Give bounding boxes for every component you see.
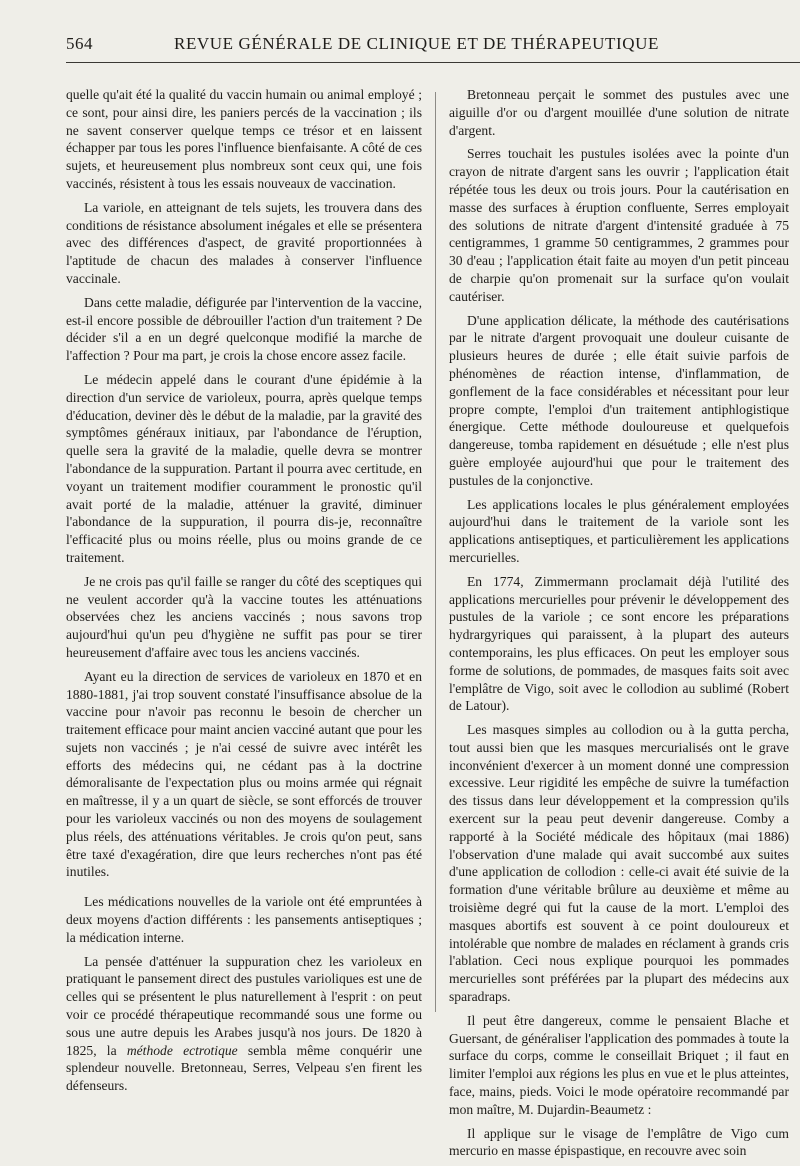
paragraph: En 1774, Zimmermann proclamait déjà l'utilité des applications mercurielles pour prévenir le développement des pustules de la variole ; ce sont encore les préparations hydrargyriques qui paraissent, à la plupart des auteurs contemporains, les plus efficaces. On peut les employer sous forme de solutions, de pommades, de masques faits soit avec l'emplâtre de Vigo, soit avec le collodion au sublimé (Robert de Latour).	[449, 573, 789, 714]
paragraph: Le médecin appelé dans le courant d'une épidémie à la direction d'un service de varioleux, pourra, après quelque temps d'éducation, deviner dès le début de la maladie, par la gravité des symptômes généraux initiaux, par l'abondance de l'éruption, quelle sera la gravité de la maladie, quelle devra se montrer l'abondance de la suppuration. Partant il pourra avec certitude, en voyant un traitement modifier couramment le pronostic qu'il avait porté de la maladie, atténuer la gravité, diminuer l'abondance de la suppuration, il pourra dis-je, reconnaître l'efficacité plus ou moins réelle, plus ou moins grande de ce traitement.	[66, 371, 422, 565]
paragraph: quelle qu'ait été la qualité du vaccin humain ou animal employé ; ce sont, pour ainsi dire, les paniers percés de la vaccination ; ils ne savent conserver quelque temps ce trésor et en laissent échapper par tous les pores l'influence bienfaisante. A côté de ces sujets, et heureusement plus nombreux sont ceux qui, une fois vaccinés, résistent à tous les essais nouveaux de vaccination.	[66, 87, 422, 191]
left-column	[66, 86, 422, 1101]
paragraph: Il applique sur le visage de l'emplâtre de Vigo cum mercurio en masse épispastique, en recouvre avec soin	[449, 1125, 789, 1159]
page-number: 564	[66, 34, 93, 53]
paragraph: Les masques simples au collodion ou à la gutta percha, tout aussi bien que les masques mercurialisés ont le grave inconvénient d'exercer à un moment donné une compression excessive. Leur rigidité les empêche de suivre la tuméfaction des tissus dans leur développement et la compression qu'ils exercent sur la peau peut devenir dangereuse. Comby a rapporté à la Société médicale des hôpitaux (mai 1886) l'observation d'une malade qui avait succombé aux suites d'une application de collodion : celle-ci avait été suivie de la formation d'une véritable brûlure au deuxième et même au troisième degré qui fut la cause de la mort. L'emploi des masques abortifs est souvent à ce point douloureux et intolérable que nombre de malades en réclament à grands cris l'ablation. Ceci nous explique pourquoi les pommades mercurielles sont préférées par la plupart des médecins aux sparadraps.	[449, 722, 789, 1005]
paragraph: Ayant eu la direction de services de varioleux en 1870 et en 1880-1881, j'ai trop souvent constaté l'insuffisance absolue de la vaccine pour n'avoir pas reconnu le besoin de chercher un traitement efficace pour maint ancien vacciné autant que pour les sujets non vaccinés ; je n'ai cessé de suivre avec intérêt les efforts des médecins qui, ne cédant pas à la doctrine démoralisante de l'expectation plus ou moins armée qui régnait en maîtresse, il y a un quart de siècle, se sont efforcés de trouver pour les varioleux vaccinés ou non des moyens de soulagement plus réels, des atténuations véritables. Je crois qu'on peut, sans être taxé d'exagération, dire que leurs recherches n'ont pas été inutiles.	[66, 668, 422, 880]
italic-term: méthode ectrotique	[126, 1042, 238, 1058]
paragraph: Bretonneau perçait le sommet des pustules avec une aiguille d'or ou d'argent mouillée d'une solution de nitrate d'argent.	[449, 87, 789, 138]
paragraph	[66, 953, 422, 1095]
paragraph: Serres touchait les pustules isolées avec la pointe d'un crayon de nitrate d'argent sans les ouvrir ; l'application était répétée tous les deux ou trois jours. Pour la cautérisation en masse des surfaces à éruption confluente, Serres employait des solutions de nitrate d'argent d'intensité graduée à 75 centigrammes, 1 gramme 50 centigrammes, 2 grammes pour 30 d'eau ; l'application était faite au moyen d'un petit pinceau de charpie qu'on promenait sur la surface qu'on voulait cautériser.	[449, 146, 789, 304]
header-rule	[66, 62, 800, 63]
paragraph: Je ne crois pas qu'il faille se ranger du côté des sceptiques qui ne veulent accorder qu'à la vaccine toutes les atténuations observées chez les anciens vaccinés ; nous savons trop aujourd'hui qu'un peu d'hygiène ne suffit pas pour se tirer heureusement d'affaire avec tous les anciens vaccinés.	[66, 573, 422, 660]
text-run: La pensée d'atténuer la suppuration chez les varioleux en pratiquant le pansement direct des pustules varioliques est une de celles qui se présentent le plus naturellement à l'esprit : on peut voir ce procédé thérapeutique recommandé sous une forme ou sous une autre depuis les Arabes jusqu'à nos jours. De 1820 à 1825, la	[66, 953, 422, 1058]
paragraph: Dans cette maladie, défigurée par l'intervention de la vaccine, est-il encore possible de débrouiller l'action d'un traitement ? De décider s'il a en un degré quelconque modifié la marche de l'affection ? Pour ma part, je crois la chose encore assez facile.	[66, 294, 422, 364]
paragraph: Il peut être dangereux, comme le pensaient Blache et Guersant, de généraliser l'application des pommades à toute la surface du corps, comme le conseillait Briquet ; il faut en limiter l'emploi aux régions les plus en vue et le plus atteintes, face, mains, pieds. Voici le mode opératoire recommandé par mon maître, M. Dujardin-Beaumetz :	[449, 1012, 789, 1117]
paragraph: Les médications nouvelles de la variole ont été empruntées à deux moyens d'action différents : les pansements antiseptiques ; la médication interne.	[66, 894, 422, 945]
paragraph: D'une application délicate, la méthode des cautérisations par le nitrate d'argent provoquait une douleur cuisante de plusieurs heures de durée ; elle était suivie parfois de phénomènes de réaction intense, d'inflammation, de gonflement de la face considérables et nécessitant pour leur propre compte, l'emploi d'un traitement antiphlogistique énergique. Cette méthode douloureuse et quelquefois dangereuse, tomba rapidement en désuétude ; elle n'est plus guère employée aujourd'hui que pour le traitement des pustules de la conjonctive.	[449, 312, 789, 488]
text-run: sembla même conquérir une splendeur nouvelle. Bretonneau, Serres, Velpeau s'en firent les défenseurs.	[66, 1042, 422, 1094]
paragraph: La variole, en atteignant de tels sujets, les trouvera dans des conditions de résistance absolument inégales et elle se présentera avec des différences d'aspect, de gravité proportionnées à l'aptitude de chacun des malades à conserver l'influence vaccinale.	[66, 199, 422, 286]
page-header	[0, 0, 800, 60]
right-column	[449, 86, 789, 1166]
column-divider	[435, 92, 436, 1012]
running-title: REVUE GÉNÉRALE DE CLINIQUE ET DE THÉRAPEUTIQUE	[174, 34, 659, 53]
paragraph: Les applications locales le plus généralement employées aujourd'hui dans le traitement de la variole sont les applications antiseptiques, et particulièrement les applications mercurielles.	[449, 496, 789, 565]
